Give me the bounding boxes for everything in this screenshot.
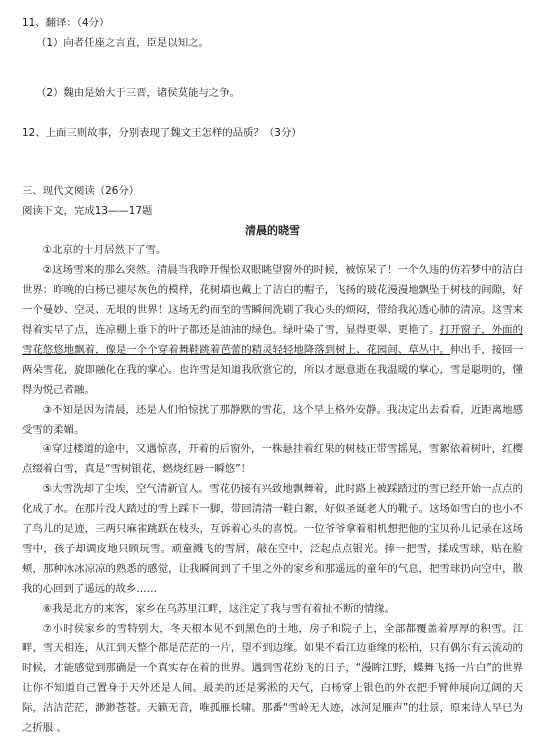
paragraph-1: ①北京的十月居然下了雪。 (42, 244, 167, 257)
paragraph-5: ⑤大雪洗却了尘埃，空气清新宜人。雪花仍接有兴致地飘舞着，此时路上被踩踏过的雪已经开始一点点的化成了水。在那片没人踏过的雪上踩下一脚，带回清清一鞋白絮，好似圣诞老人的靴子。这场如雪白的也小不了鸟儿的足迹，三两只麻雀跳跃在枝头，互诉着心头的喜悦。一位爷爷拿着相机想把他的宝贝孙儿记录在这场雪中，孩子却调皮地只顾玩雪。顽童溅飞的雪屑，敲在空中，泛起点点银光。捧一把雪，揉成雪球，贴在脸颊，那种冰冰凉凉的熟悉的感觉，让我瞬间到了千里之外的家乡和那遥远的童年的气息，把雪球扔向空中，散我的心回到了遥远的故乡…… (22, 483, 523, 595)
question-11-heading: 11、翻译：（4分） (22, 17, 110, 29)
paragraph-2 (22, 261, 523, 400)
question-11-item-1: （1）向者任座之言直，臣是以知之。 (36, 36, 209, 49)
paragraph-3: ③不知是因为清晨，还是人们怕惊扰了那静默的雪花，这个早上格外安静。我决定出去看看，近距离地感受雪的柔媚。 (22, 403, 523, 436)
paragraph-2-underlined-sentence: 打开窗子，外面的雪花悠悠地飘着，像是一个个穿着舞鞋跳着芭蕾的精灵轻轻地降落到树上、花园间、草丛中。 (22, 323, 524, 356)
question-12: 12、上面三则故事，分别表现了魏文王怎样的品质？（3分） (22, 126, 302, 139)
paragraph-7: ⑦小时侯家乡的雪特别大，冬天根本见不到黑色的土地，房子和院子上，全部都覆盖着厚厚的积雪。江畔，雪天相连，从江到天整个都是茫茫的一片，望不到边缘。如果不看江边垂缘的松柏，只有偶尔有云流动的时候，才能感觉到那确是一个真实存在着的世界。遇到雪花纷飞的日子，“漫眸江野，蝶舞飞扬一片白”的世界让你不知道自己置身于天外还是人间。最美的还是雾淞的天气，白杨穿上银色的外衣把手臂伸展向辽阔的天际，洁洁茫茫，渺渺苍苍。天籁无音，唯孤雁长啸。那番“雪岭无人迹，冰河足雁声”的壮景，原来诗人早已为之折服 。 (22, 622, 523, 735)
reading-instruction: 阅读下文，完成13——17题 (22, 204, 153, 217)
article-title: 清晨的晓雪 (245, 224, 300, 238)
paragraph-2-part-a: ②这场雪来的那么突然。清晨当我睁开惺忪双眼眺望窗外的时候，被惊呆了！一个久违的仿若梦中的洁白世界：昨晚的白杨已褪尽灰色的模样，花树墙也戴上了洁白的帽子，飞扬的玻花漫漫地飘坠于树枝的间隙，好一个曼妙、空灵、无垠的世界！这场无约而至的雪瞬间洗刷了我心头的烦闷，带给我沁透心肺的清凉。这雪来得着实早了点，连凉棚上垂下的叶子都还是油油的绿色。绿叶染了雪，显得更翠、更艳了。 (22, 264, 523, 336)
paragraph-4: ④穿过楼道的途中，又遇惊喜，开着的后窗外，一株悬挂着红果的树枝正带雪摇晃，雪絮依着树叶，红樱点缀着白雪，真是“雪树银花，燃烧红唇一瞬悠”！ (22, 443, 523, 476)
paragraph-2-part-c: 伸出手，接回一两朵雪花，旋即融化在我的掌心。也许雪是知道我欣赏它的，所以才愿意逝在我温暖的掌心，雪是聪明的，懂得为悦己者融。 (22, 343, 524, 396)
paragraph-6: ⑥我是北方的来客，家乡在乌苏里江畔，这注定了我与雪有着扯不断的情缘。 (42, 602, 395, 615)
section-heading: 三、现代文阅读（26分） (22, 184, 140, 197)
question-11-item-2: （2）魏由是始大于三晋，诸侯莫能与之争。 (36, 86, 241, 99)
